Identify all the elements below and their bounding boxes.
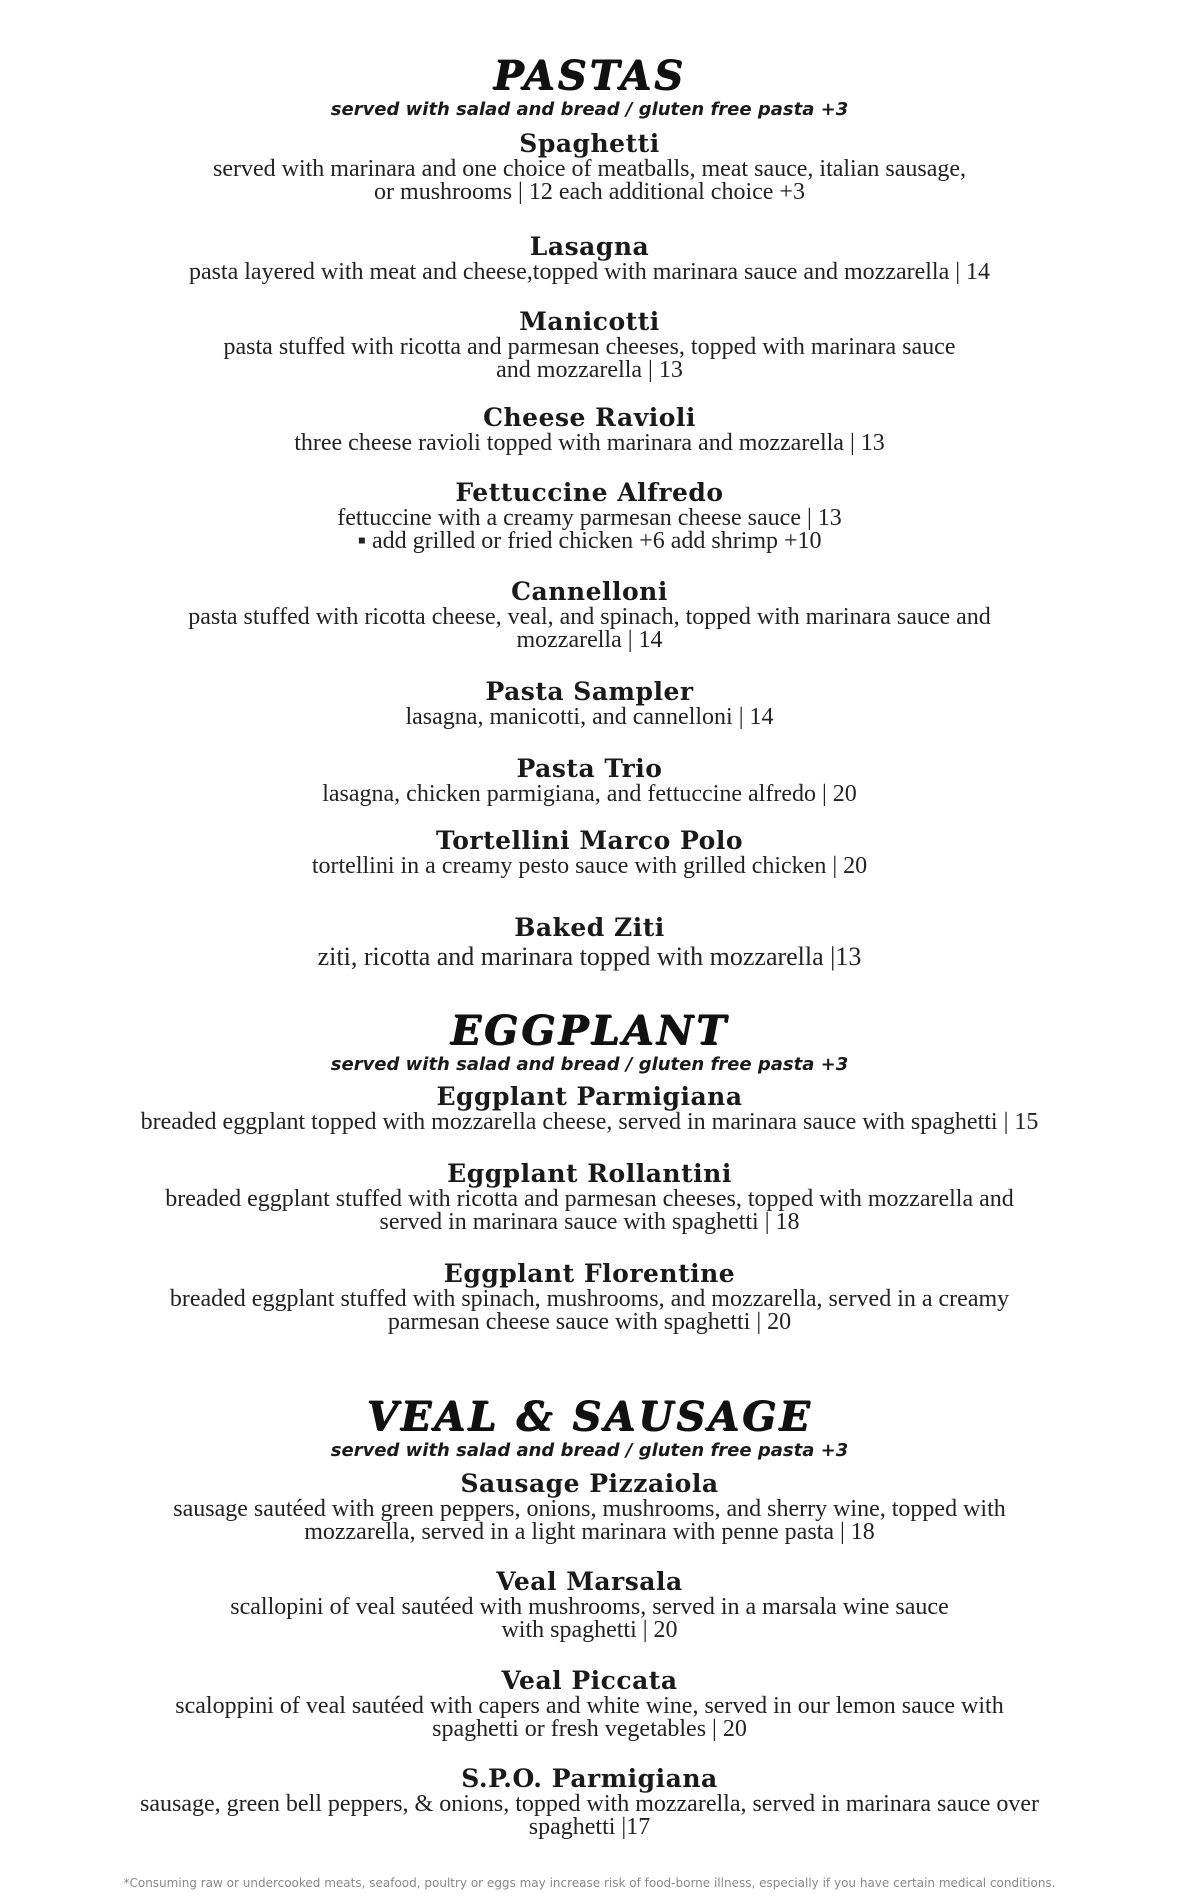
item-desc: fettuccine with a creamy parmesan cheese sauce | 13 — [337, 505, 842, 531]
item-name: Spaghetti — [519, 129, 660, 158]
item-desc: breaded eggplant stuffed with spinach, mushrooms, and mozzarella, served in a creamy — [169, 1286, 1010, 1312]
item-desc: lasagna, manicotti, and cannelloni | 14 — [405, 704, 774, 730]
menu-item-veal-piccata — [0, 1667, 1179, 1741]
item-name: Eggplant Florentine — [443, 1259, 736, 1288]
veal-sausage-header — [0, 1395, 1179, 1463]
item-desc: lasagna, chicken parmigiana, and fettuccine alfredo | 20 — [322, 781, 857, 807]
item-desc: pasta stuffed with ricotta cheese, veal, and spinach, topped with marinara sauce and — [188, 604, 991, 630]
menu-item-eggplant-parmigiana — [0, 1083, 1179, 1134]
item-desc: pasta stuffed with ricotta and parmesan cheeses, topped with marinara sauce — [223, 334, 956, 360]
item-desc: pasta layered with meat and cheese,topped with marinara sauce and mozzarella | 14 — [188, 259, 991, 285]
item-desc: scallopini of veal sautéed with mushrooms, served in a marsala wine sauce — [230, 1594, 949, 1620]
menu-item-pasta-trio — [0, 755, 1179, 806]
veal-sausage-subtitle: served with salad and bread / gluten free pasta +3 — [330, 1440, 849, 1461]
menu-item-spo-parmigiana — [0, 1765, 1179, 1839]
item-name: Eggplant Parmigiana — [436, 1082, 743, 1111]
item-desc: and mozzarella | 13 — [496, 357, 683, 383]
menu-item-pasta-sampler — [0, 678, 1179, 729]
item-name: Fettuccine Alfredo — [455, 478, 724, 507]
item-name: Veal Piccata — [501, 1666, 678, 1695]
menu-item-spaghetti — [0, 130, 1179, 204]
item-desc: three cheese ravioli topped with marinara and mozzarella | 13 — [294, 430, 885, 456]
item-desc: tortellini in a creamy pesto sauce with grilled chicken | 20 — [311, 853, 868, 879]
item-name: Lasagna — [529, 232, 650, 261]
eggplant-title: EGGPLANT — [450, 1007, 729, 1054]
item-desc: with spaghetti | 20 — [501, 1617, 678, 1643]
item-desc: mozzarella | 14 — [516, 627, 663, 653]
health-disclaimer: *Consuming raw or undercooked meats, seafood, poultry or eggs may increase risk of food-borne illness, especially if you have certain medical conditions. — [123, 1876, 1056, 1890]
item-name: Sausage Pizzaiola — [460, 1469, 719, 1498]
pastas-title: PASTAS — [493, 52, 686, 99]
item-name: Tortellini Marco Polo — [435, 826, 744, 855]
menu-item-tortellini-marco-polo — [0, 827, 1179, 878]
item-desc: served in marinara sauce with spaghetti | 18 — [379, 1209, 800, 1235]
item-desc: breaded eggplant stuffed with ricotta and parmesan cheeses, topped with mozzarella and — [165, 1186, 1014, 1212]
menu-item-baked-ziti — [0, 914, 1179, 972]
item-name: Baked Ziti — [514, 913, 665, 942]
item-name: Pasta Trio — [516, 754, 663, 783]
menu-item-veal-marsala — [0, 1568, 1179, 1642]
item-desc: sausage sautéed with green peppers, onions, mushrooms, and sherry wine, topped with — [173, 1496, 1006, 1522]
menu-item-manicotti — [0, 308, 1179, 382]
item-desc: mozzarella, served in a light marinara with penne pasta | 18 — [304, 1519, 875, 1545]
item-name: Cannelloni — [511, 577, 668, 606]
eggplant-subtitle: served with salad and bread / gluten free pasta +3 — [330, 1054, 849, 1075]
veal-sausage-title: VEAL & SAUSAGE — [366, 1393, 813, 1440]
item-desc: sausage, green bell peppers, & onions, topped with mozzarella, served in marinara sauce over — [139, 1791, 1039, 1817]
menu-item-lasagna — [0, 233, 1179, 284]
item-desc: or mushrooms | 12 each additional choice +3 — [374, 179, 805, 205]
menu-item-cannelloni — [0, 578, 1179, 652]
item-desc: ▪ add grilled or fried chicken +6 add shrimp +10 — [357, 528, 822, 554]
menu-item-cheese-ravioli — [0, 404, 1179, 455]
item-desc: served with marinara and one choice of meatballs, meat sauce, italian sausage, — [212, 156, 967, 182]
menu-item-eggplant-florentine — [0, 1260, 1179, 1334]
item-desc: breaded eggplant topped with mozzarella cheese, served in marinara sauce with spaghetti | 15 — [140, 1109, 1039, 1135]
item-name: S.P.O. Parmigiana — [461, 1764, 718, 1793]
menu-item-eggplant-rollantini — [0, 1160, 1179, 1234]
item-desc: parmesan cheese sauce with spaghetti | 20 — [387, 1309, 792, 1335]
menu-item-sausage-pizzaiola — [0, 1470, 1179, 1544]
item-desc: spaghetti |17 — [528, 1814, 651, 1840]
item-name: Veal Marsala — [496, 1567, 683, 1596]
item-desc: ziti, ricotta and marinara topped with mozzarella |13 — [317, 942, 862, 971]
menu-item-fettuccine-alfredo — [0, 479, 1179, 553]
pastas-subtitle: served with salad and bread / gluten free pasta +3 — [330, 99, 849, 120]
item-desc: scaloppini of veal sautéed with capers and white wine, served in our lemon sauce with — [175, 1693, 1004, 1719]
item-name: Pasta Sampler — [485, 677, 694, 706]
item-name: Manicotti — [519, 307, 660, 336]
item-desc: spaghetti or fresh vegetables | 20 — [432, 1716, 747, 1742]
item-name: Cheese Ravioli — [483, 403, 696, 432]
pastas-header — [0, 54, 1179, 122]
eggplant-header — [0, 1009, 1179, 1077]
item-name: Eggplant Rollantini — [447, 1159, 732, 1188]
